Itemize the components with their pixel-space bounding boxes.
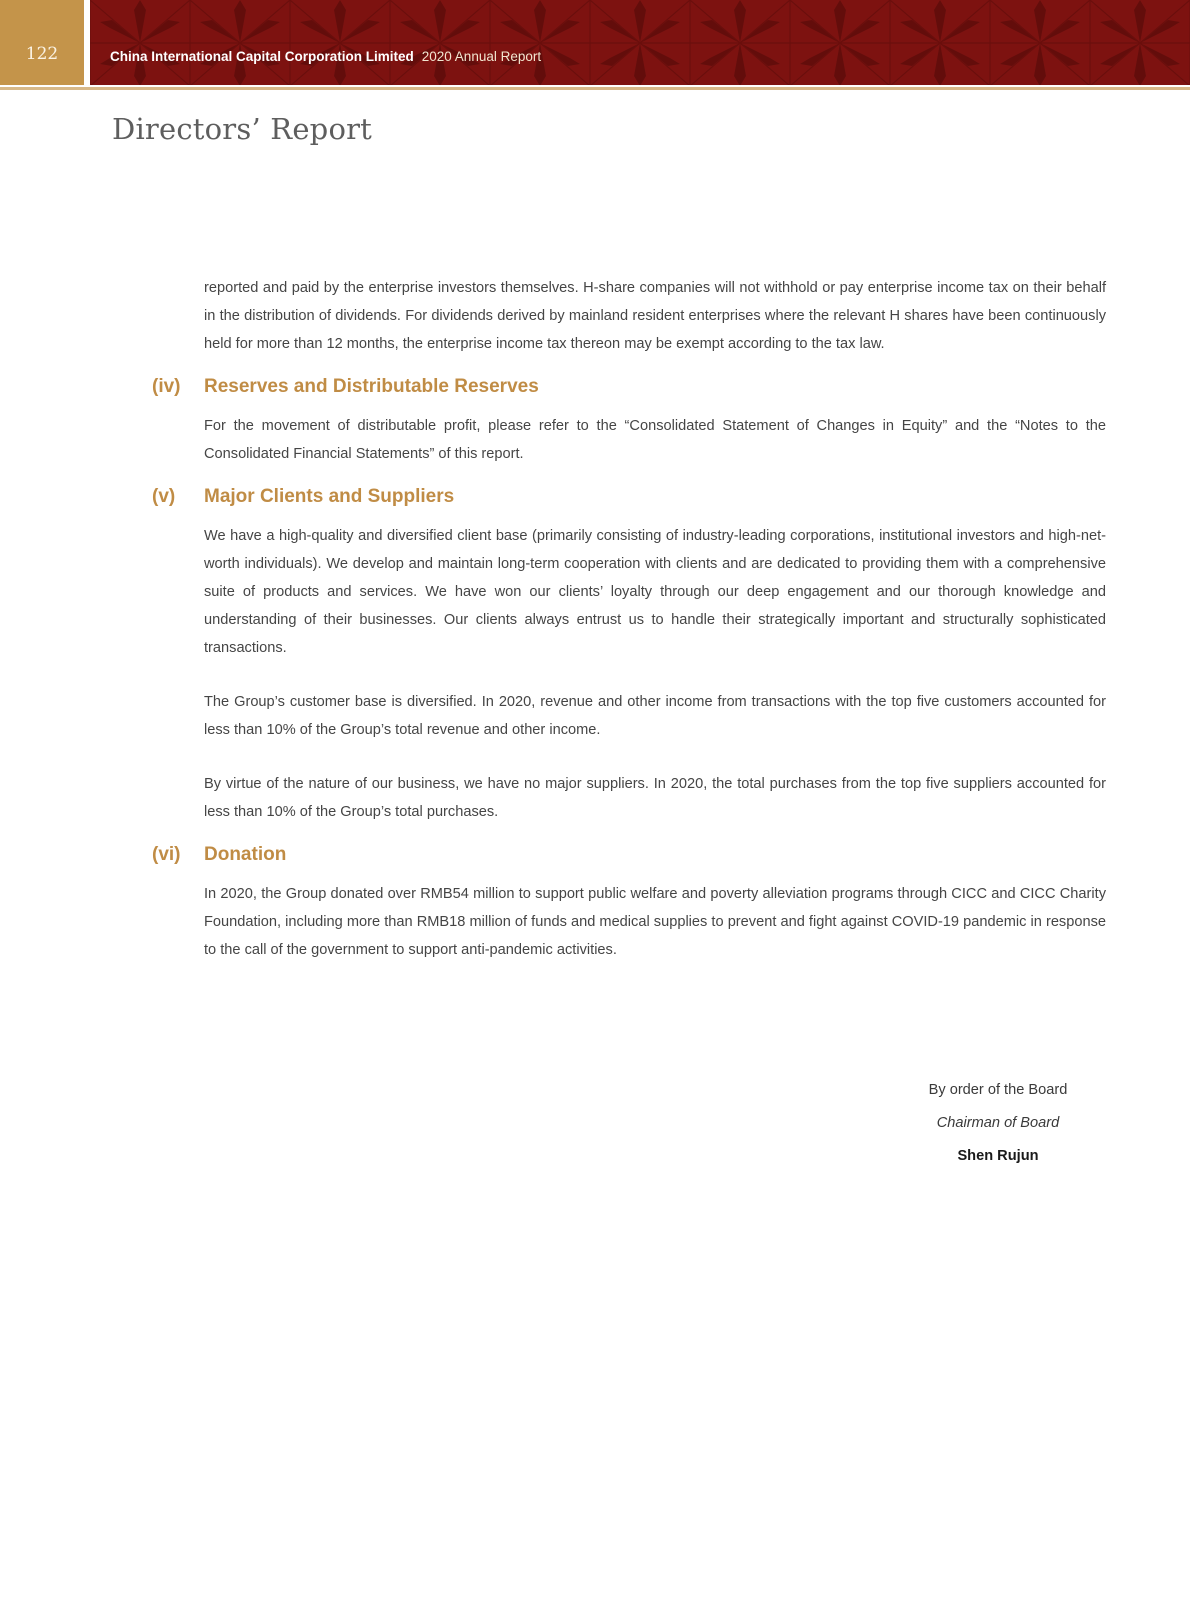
paragraph: In 2020, the Group donated over RMB54 million to support public welfare and poverty alleviation programs through CICC and CICC Charity Foundation, including more than RMB18 million of funds and medical supplies to prevent and fight against COVID-19 pandemic in response to the call of the government to support anti-pandemic activities.	[204, 886, 1106, 958]
header-title	[110, 49, 541, 64]
page-number-box	[0, 0, 84, 85]
intro-paragraph: reported and paid by the enterprise investors themselves. H-share companies will not withhold or pay enterprise income tax on their behalf in the distribution of dividends. For dividends derived by mainland resident enterprises where the relevant H shares have been continuously held for more than 12 months, the enterprise income tax thereon may be exempt according to the tax law.	[204, 280, 1106, 352]
section-number: (iv)	[152, 376, 181, 397]
section-heading-clients-suppliers	[152, 486, 1106, 516]
page-header	[0, 0, 1190, 92]
section-title: Major Clients and Suppliers	[204, 486, 455, 507]
section-title: Donation	[204, 844, 287, 865]
section-number: (v)	[152, 486, 176, 507]
signature-order-line: By order of the Board	[928, 1082, 1068, 1098]
signature-title: Chairman of Board	[936, 1115, 1060, 1131]
page-title: Directors’ Report	[112, 112, 373, 146]
header-banner	[90, 0, 1190, 85]
header-divider	[0, 87, 1190, 90]
section-title: Reserves and Distributable Reserves	[204, 376, 539, 397]
paragraph: For the movement of distributable profit, please refer to the “Consolidated Statement of Changes in Equity” and the “Notes to the Consolidated Financial Statements” of this report.	[204, 418, 1106, 462]
section-heading-donation	[152, 844, 1106, 874]
paragraph: The Group’s customer base is diversified. In 2020, revenue and other income from transactions with the top five customers accounted for less than 10% of the Group’s total revenue and other income.	[204, 694, 1106, 738]
paragraph: We have a high-quality and diversified client base (primarily consisting of industry-leading corporations, institutional investors and high-net-worth individuals). We develop and maintain long-term cooperation with clients and are dedicated to providing them with a comprehensive suite of products and services. We have won our clients’ loyalty through our deep engagement and our thorough knowledge and understanding of their businesses. Our clients always entrust us to handle their strategically important and structurally sophisticated transactions.	[204, 528, 1106, 656]
asanoha-pattern-icon	[90, 0, 1190, 85]
company-name: China International Capital Corporation Limited	[110, 49, 414, 64]
report-name: 2020 Annual Report	[421, 49, 542, 64]
section-heading-reserves	[152, 376, 1106, 406]
document-body	[152, 274, 1106, 964]
section-number: (vi)	[152, 844, 181, 865]
paragraph: By virtue of the nature of our business, we have no major suppliers. In 2020, the total purchases from the top five suppliers accounted for less than 10% of the Group’s total purchases.	[204, 776, 1106, 820]
signature-block	[900, 1074, 1096, 1173]
signature-name: Shen Rujun	[957, 1148, 1039, 1164]
page-number: 122	[25, 44, 59, 64]
